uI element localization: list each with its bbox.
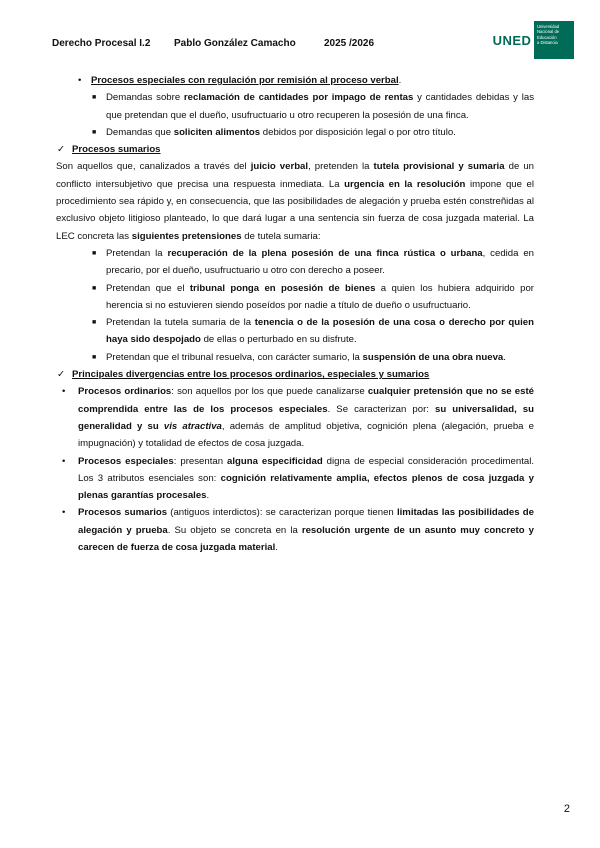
square-bullet-icon: ■ — [92, 249, 97, 257]
bullet-dot-icon: • — [62, 455, 66, 467]
section-title: Procesos sumarios — [72, 144, 161, 156]
sub-bullet: ■ Pretendan que el tribunal ponga en posesión de bienes a quien los hubiera adquirido por herencia si no estuvieren siendo poseídos por nadie a título de dueño o usufructuario. — [56, 280, 534, 315]
bullet-procesos-especiales-remision: • Procesos especiales con regulación por remisión al proceso verbal. — [56, 72, 534, 89]
sub-bullet: ■ Pretendan la recuperación de la plena posesión de una finca rústica o urbana, cedida en precario, por el dueño, usufructuario u otro con derecho a poseer. — [56, 245, 534, 280]
logo-box — [534, 21, 574, 59]
paragraph-procesos-sumarios: Son aquellos que, canalizados a través del juicio verbal, pretenden la tutela provisional y sumaria de un conflicto intersubjetivo que precisa una respuesta inmediata. La urgencia en la resolución impone que el procedimiento sea rápido y, en consecuencia, que las posibilidades de alegación y prueba estén constreñidas al exclusivo objeto litigioso planteado, lo que dará lugar a una sentencia sin fuerza de cosa juzgada material. La LEC concreta las siguientes pretensiones de tutela sumaria: — [56, 161, 534, 242]
page-header — [52, 20, 560, 64]
section-title: Procesos especiales con regulación por remisión al proceso verbal — [91, 75, 399, 86]
bullet-procesos-especiales: • Procesos especiales: presentan alguna especificidad digna de especial consideración procedimental. Los 3 atributos esenciales son: cognición relativamente amplia, efectos plenos de cosa juzgada y plenas garantías procesales. — [56, 453, 534, 505]
sub-bullet: ■ Pretendan que el tribunal resuelva, con carácter sumario, la suspensión de una obra nueva. — [56, 349, 534, 366]
checkmark-icon: ✓ — [57, 144, 66, 156]
document-body — [56, 72, 534, 556]
logo-line: Nacional de — [537, 29, 560, 35]
uned-logo — [492, 21, 574, 59]
square-bullet-icon: ■ — [92, 284, 97, 292]
page-number: 2 — [563, 803, 570, 815]
square-bullet-icon: ■ — [92, 319, 97, 327]
logo-wordmark: UNED — [492, 32, 532, 48]
logo-line: a Distancia — [537, 40, 558, 46]
academic-year: 2025 /2026 — [324, 38, 375, 49]
section-title: Principales divergencias entre los procesos ordinarios, especiales y sumarios — [72, 369, 430, 381]
bullet-dot-icon: • — [78, 75, 82, 86]
heading-divergencias — [56, 366, 534, 383]
square-bullet-icon: ■ — [92, 94, 97, 102]
bullet-dot-icon: • — [62, 386, 66, 398]
sub-bullet: ■ Demandas sobre reclamación de cantidades por impago de rentas y cantidades debidas y las que pretendan que el dueño, usufructuario u otro recuperen la posesión de una finca. — [56, 89, 534, 124]
checkmark-icon: ✓ — [57, 369, 66, 381]
bullet-procesos-ordinarios: • Procesos ordinarios: son aquellos por los que puede canalizarse cualquier pretensión que no se esté comprendida entre las de los procesos especiales. Se caracterizan por: su universalidad, su generalidad y su vis atractiva, además de amplitud objetiva, cognición plena (alegación, prueba e impugnación) y totalidad de efectos de cosa juzgada. — [56, 383, 534, 452]
author-name: Pablo González Camacho — [174, 38, 296, 49]
bullet-dot-icon: • — [62, 507, 66, 519]
course-title: Derecho Procesal I.2 — [52, 38, 151, 49]
sub-bullet: ■ Demandas que soliciten alimentos debidos por disposición legal o por otro título. — [56, 124, 534, 141]
square-bullet-icon: ■ — [92, 128, 97, 136]
square-bullet-icon: ■ — [92, 353, 97, 361]
logo-line: Educación — [537, 34, 557, 40]
logo-line: Universidad — [537, 24, 560, 29]
heading-procesos-sumarios — [56, 141, 534, 158]
bullet-procesos-sumarios: • Procesos sumarios (antiguos interdictos): se caracterizan porque tienen limitadas las posibilidades de alegación y prueba. Su objeto se concreta en la resolución urgente de un asunto muy concreto y carecen de fuerza de cosa juzgada material. — [56, 504, 534, 556]
sub-bullet: ■ Pretendan la tutela sumaria de la tenencia o de la posesión de una cosa o derecho por quien haya sido despojado de ellas o perturbado en su disfrute. — [56, 314, 534, 349]
